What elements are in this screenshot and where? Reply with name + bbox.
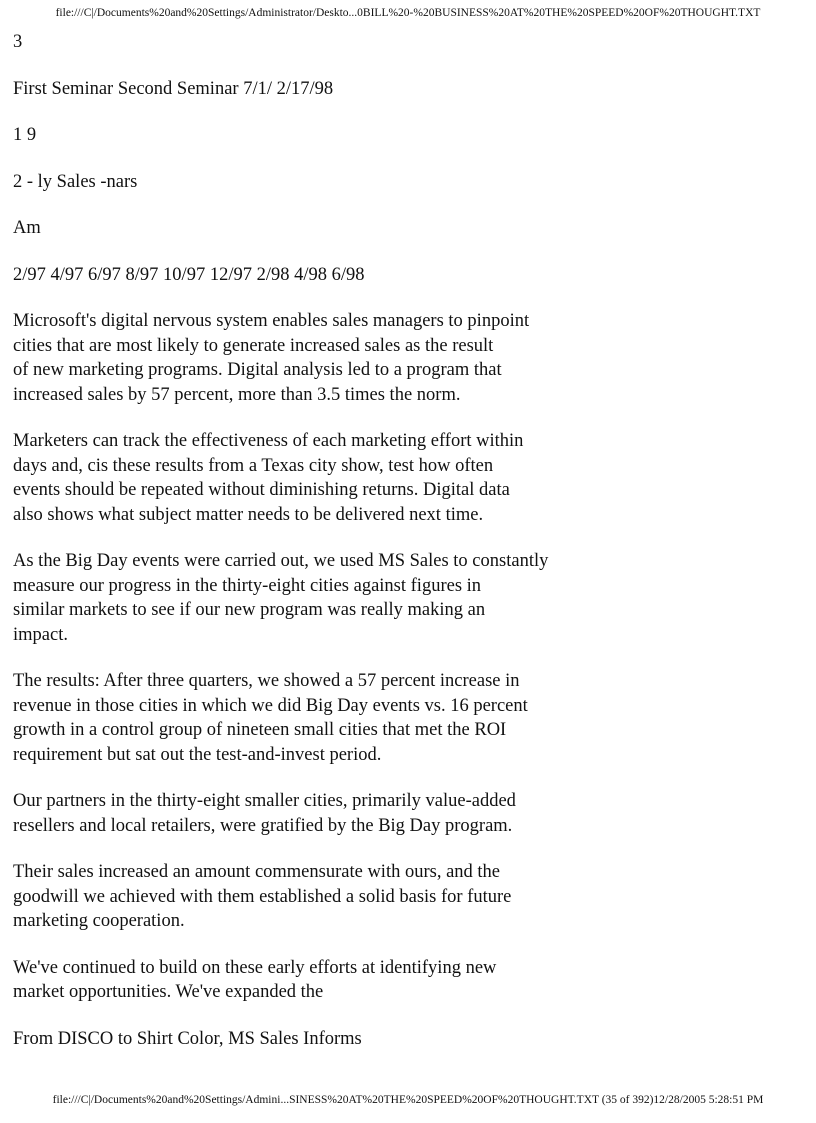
document-body — [13, 30, 803, 1073]
text-line: 3 — [13, 32, 23, 52]
text-line: events should be repeated without diminishing returns. Digital data — [13, 480, 510, 500]
figure-caption-seminars — [13, 77, 803, 102]
text-line: We've continued to build on these early efforts at identifying new — [13, 957, 497, 978]
paragraph — [13, 429, 803, 527]
text-line: Microsoft's digital nervous system enables sales managers to pinpoint — [13, 311, 530, 331]
text-line: marketing cooperation. — [13, 911, 185, 931]
paragraph — [13, 309, 803, 407]
paragraph — [13, 956, 803, 1005]
text-line: Their sales increased an amount commensurate with ours, and the — [13, 862, 501, 882]
paragraph — [13, 549, 803, 647]
text-line: goodwill we achieved with them established a solid basis for future — [13, 886, 512, 907]
footer-file-path: file:///C|/Documents%20and%20Settings/Admini...SINESS%20AT%20THE%20SPEED%20OF%20THOUGHT.TXT (35 of 392)12/28/2005 5:28:51 PM — [52, 1094, 764, 1106]
figure-text-fragment — [13, 216, 803, 241]
text-line: First Seminar Second Seminar 7/1/ 2/17/98 — [13, 78, 334, 99]
text-line: requirement but sat out the test-and-invest period. — [13, 744, 382, 765]
text-line: revenue in those cities in which we did Big Day events vs. 16 percent — [13, 695, 528, 716]
paragraph — [13, 789, 803, 838]
paragraph — [13, 860, 803, 934]
figure-text-fragment — [13, 123, 803, 148]
text-line: growth in a control group of nineteen small cities that met the ROI — [13, 720, 507, 740]
text-line: days and, cis these results from a Texas city show, test how often — [13, 455, 494, 476]
header-file-path: file:///C|/Documents%20and%20Settings/Administrator/Deskto...0BILL%20-%20BUSINESS%20AT%20THE%20SPEED%20OF%20THOUGHT.TXT — [55, 7, 761, 19]
text-line: of new marketing programs. Digital analysis led to a program that — [13, 360, 502, 380]
text-line: From DISCO to Shirt Color, MS Sales Informs — [13, 1028, 362, 1049]
paragraph — [13, 669, 803, 767]
page-number-text — [13, 30, 803, 55]
text-line: The results: After three quarters, we showed a 57 percent increase in — [13, 671, 520, 691]
text-line: measure our progress in the thirty-eight cities against figures in — [13, 575, 482, 596]
text-line: market opportunities. We've expanded the — [13, 982, 324, 1002]
text-line: 1 9 — [13, 125, 37, 145]
text-line: 2 - ly Sales -nars — [13, 171, 138, 192]
text-line: 2/97 4/97 6/97 8/97 10/97 12/97 2/98 4/98 6/98 — [13, 264, 365, 285]
figure-axis-dates — [13, 263, 803, 288]
section-heading — [13, 1027, 803, 1052]
text-line: also shows what subject matter needs to be delivered next time. — [13, 504, 484, 525]
figure-text-fragment — [13, 170, 803, 195]
text-line: impact. — [13, 624, 68, 645]
text-line: similar markets to see if our new program was really making an — [13, 600, 486, 620]
text-line: Marketers can track the effectiveness of each marketing effort within — [13, 431, 524, 451]
text-line: As the Big Day events were carried out, we used MS Sales to constantly — [13, 551, 549, 571]
text-line: cities that are most likely to generate increased sales as the result — [13, 335, 494, 356]
text-line: Our partners in the thirty-eight smaller cities, primarily value-added — [13, 791, 516, 811]
text-line: resellers and local retailers, were gratified by the Big Day program. — [13, 815, 513, 836]
text-line: increased sales by 57 percent, more than 3.5 times the norm. — [13, 384, 461, 405]
text-line: Am — [13, 218, 41, 238]
